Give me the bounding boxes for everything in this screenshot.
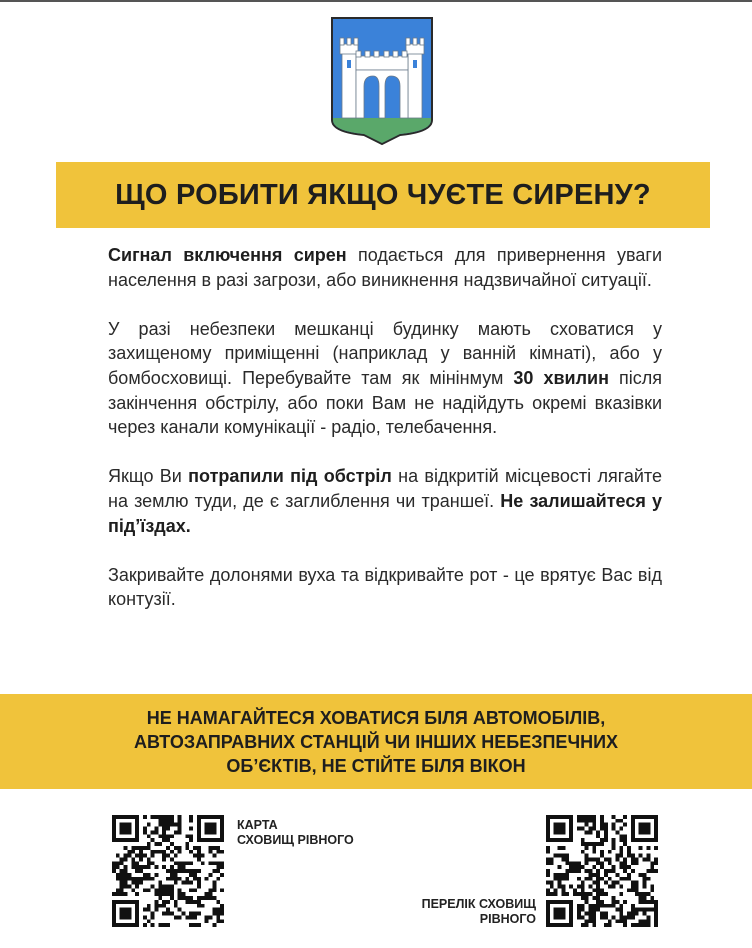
text-span: Закривайте долонями вуха та відкривайте рот - це врятує Вас від контузії. — [108, 564, 662, 610]
qr-label-line: РІВНОГО — [479, 912, 536, 926]
paragraph-ears — [108, 563, 662, 612]
warning-band — [0, 694, 752, 789]
top-rule — [0, 0, 752, 2]
bold-phrase: потрапили під обстріл — [188, 466, 392, 487]
warning-line: НЕ НАМАГАЙТЕСЯ ХОВАТИСЯ БІЛЯ АВТОМОБІЛІВ, — [146, 707, 606, 728]
title-band — [56, 162, 710, 228]
coat-of-arms-emblem — [330, 16, 434, 146]
text-span: після закінчення обстрілу, або поки Вам не надійдуть окремі вказівки через канали комунікації - радіо, телебачення. — [108, 367, 662, 438]
qr-label-line: ПЕРЕЛІК СХОВИЩ — [421, 897, 536, 911]
paragraph-siren-signal — [108, 243, 662, 292]
qr-label-shelter-map — [237, 818, 354, 848]
qr-label-shelter-list — [380, 897, 536, 927]
qr-code-shelter-map[interactable] — [112, 815, 224, 927]
page-title: ЩО РОБИТИ ЯКЩО ЧУЄТЕ СИРЕНУ? — [115, 178, 651, 211]
paragraph-shelter — [108, 317, 662, 440]
qr-label-line: КАРТА — [237, 818, 278, 832]
bold-phrase: Сигнал включення сирен — [108, 245, 347, 265]
warning-line: АВТОЗАПРАВНИХ СТАНЦІЙ ЧИ ІНШИХ НЕБЕЗПЕЧНИХ — [133, 731, 619, 752]
warning-line: ОБ’ЄКТІВ, НЕ СТІЙТЕ БІЛЯ ВІКОН — [226, 755, 526, 776]
text-span: подається для привернення уваги населення в разі загрози, або виникнення надзвичайної ситуації. — [108, 245, 662, 290]
warning-text — [76, 706, 676, 778]
text-span: на відкритій місцевості лягайте на землю туди, де є заглиблення чи траншеї. — [108, 466, 662, 511]
body-text — [108, 243, 662, 637]
text-span: У разі небезпеки мешканці будинку мають сховатися у захищеному приміщенні (наприклад у ванній кімнаті), або у бомбосховищі. Перебувайте там як мінінмум — [108, 318, 662, 388]
bold-phrase: Не залишайтеся у під’їздах. — [108, 490, 662, 536]
text-span: Якщо Ви — [108, 466, 189, 487]
bold-phrase: 30 хвилин — [513, 367, 609, 388]
qr-code-shelter-list[interactable] — [546, 815, 658, 927]
paragraph-shelling — [108, 464, 662, 538]
qr-label-line: СХОВИЩ РІВНОГО — [237, 833, 354, 847]
